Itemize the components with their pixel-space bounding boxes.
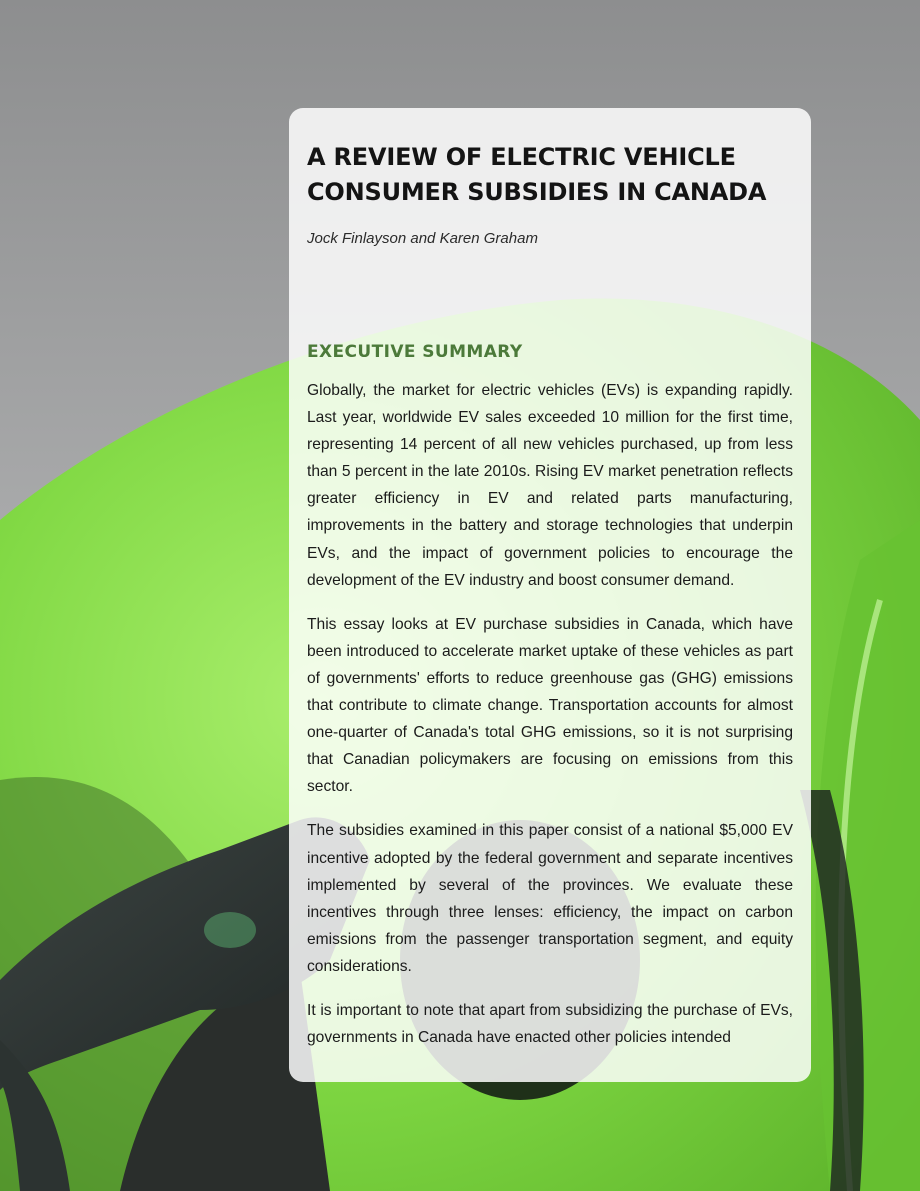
paragraph: It is important to note that apart from subsidizing the purchase of EVs, governments in Canada have enacted other policies intended bbox=[307, 1001, 793, 1047]
authors: Jock Finlayson and Karen Graham bbox=[307, 230, 538, 247]
summary-card bbox=[289, 108, 811, 1082]
paragraph: The subsidies examined in this paper consist of a national $5,000 EV incentive adopted by the federal government and separate incentives implemented by several of the provinces. We evaluate these incentives through three lenses: efficiency, the impact on carbon emissions from the passenger transportation segment, and equity considerations. bbox=[307, 822, 793, 975]
paragraph: This essay looks at EV purchase subsidies in Canada, which have been introduced to accelerate market uptake of these vehicles as part of governments' efforts to reduce greenhouse gas (GHG) emissions that contribute to climate change. Transportation accounts for almost one-quarter of Canada's total GHG emissions, so it is not surprising that Canadian policymakers are focusing on emissions from this sector. bbox=[307, 615, 793, 796]
section-heading: EXECUTIVE SUMMARY bbox=[307, 342, 523, 362]
document-title: A REVIEW OF ELECTRIC VEHICLE CONSUMER SUBSIDIES IN CANADA bbox=[307, 143, 767, 206]
paragraph: Globally, the market for electric vehicles (EVs) is expanding rapidly. Last year, worldwide EV sales exceeded 10 million for the first time, representing 14 percent of all new vehicles purchased, up from less than 5 percent in the late 2010s. Rising EV market penetration reflects greater efficiency in EV and related parts manufacturing, improvements in the battery and storage technologies that underpin EVs, and the impact of government policies to encourage the development of the EV industry and boost consumer demand. bbox=[307, 382, 793, 589]
